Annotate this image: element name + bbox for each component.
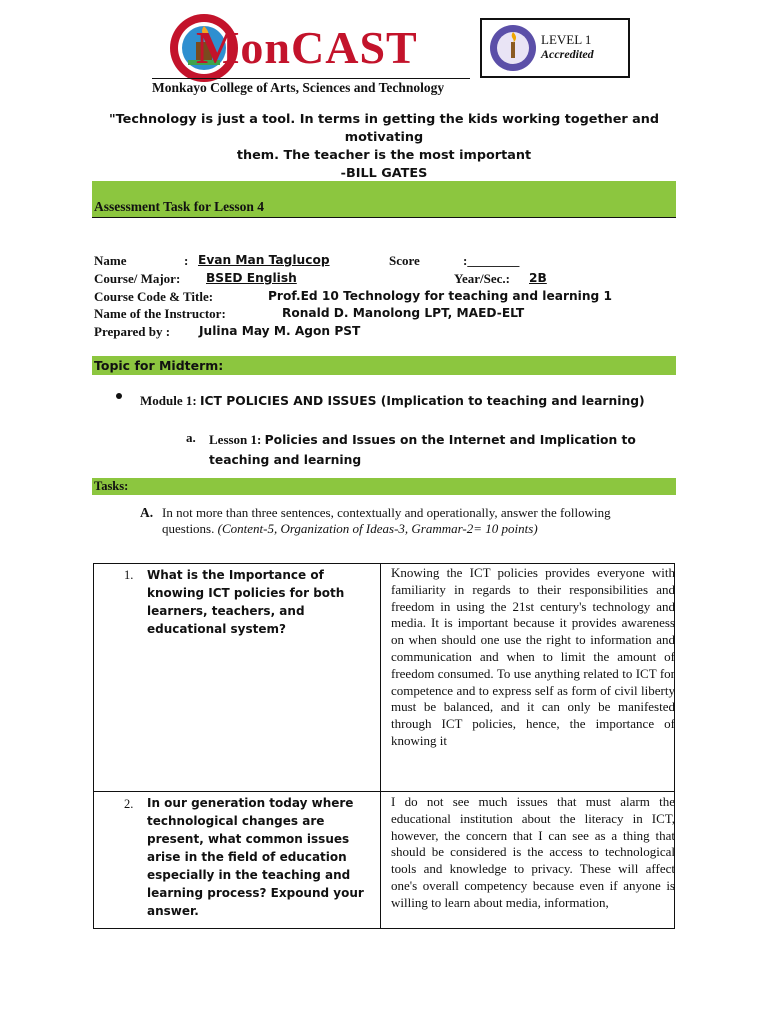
- quote-line-1: "Technology is just a tool. In terms in getting the kids working together and motivating: [108, 112, 660, 145]
- quote-line-2: them. The teacher is the most important: [236, 148, 532, 163]
- course-value: BSED English: [206, 271, 297, 285]
- score-label: Score: [389, 253, 420, 268]
- instruction-body: In not more than three sentences, contextually and operationally, answer the following questions.: [162, 505, 611, 536]
- instructor-value: Ronald D. Manolong LPT, MAED-ELT: [282, 306, 525, 320]
- bullet-icon: [116, 393, 122, 399]
- brand-name: MonCAST: [196, 22, 418, 73]
- question-1-text: What is the Importance of knowing ICT policies for both learners, teachers, and educational system?: [147, 568, 345, 636]
- course-code-label: Course Code & Title:: [94, 289, 214, 304]
- accreditation-text: [541, 32, 594, 62]
- answer-2-text: I do not see much issues that must alarm the educational institution about the literacy in ICT, however, the concern that I can see as a thing that should be considered is the access to technological tools and knowledge to privacy. These will affect one's overall competency because even if anyone is willing to learn about media, information,: [391, 794, 675, 910]
- instruction-letter: A.: [140, 505, 154, 520]
- answer-1-text: Knowing the ICT policies provides everyone with familiarity in regards to their responsibilities and freedom in using the 21st century's technology and media. It is important because it provides awareness on when should one use the right to information and communication and when to limit the amount of freedom consumed. To use anything related to ICT for competence and to express self as form of civil liberty must be balanced, and it can only be manifested through ICT policies, hence, the importance of knowing it: [391, 565, 675, 748]
- table-column-divider: [380, 563, 381, 929]
- score-value: :________: [463, 253, 520, 268]
- table-row-divider: [93, 791, 675, 792]
- lesson-title: Policies and Issues on the Internet and Implication to teaching and learning: [209, 433, 636, 467]
- tasks-title: Tasks:: [94, 479, 129, 493]
- accredited-label: Accredited: [541, 47, 594, 61]
- accreditation-seal-icon: [489, 24, 537, 72]
- lesson-letter: a.: [186, 430, 196, 445]
- quote-author: -BILL GATES: [340, 166, 428, 181]
- course-code-value: Prof.Ed 10 Technology for teaching and learning 1: [268, 289, 612, 303]
- lesson-line: [209, 430, 679, 470]
- topic-title: Topic for Midterm:: [94, 358, 224, 373]
- course-label: Course/ Major:: [94, 271, 181, 286]
- name-label: Name: [94, 253, 127, 268]
- year-label: Year/Sec.:: [454, 271, 510, 286]
- instruction-rubric: (Content-5, Organization of Ideas-3, Grammar-2= 10 points): [217, 521, 538, 536]
- lesson-label: Lesson 1:: [209, 432, 262, 447]
- question-2-text: In our generation today where technological changes are present, what common issues arise in the field of education especially in the teaching and learning process? Expound your answer.: [147, 796, 364, 918]
- year-value: 2B: [529, 271, 547, 285]
- module-label: Module 1:: [140, 393, 197, 408]
- instructor-label: Name of the Instructor:: [94, 306, 226, 321]
- question-1-number: 1.: [124, 568, 134, 582]
- instruction-text: [162, 505, 662, 537]
- name-value: Evan Man Taglucop: [198, 253, 330, 267]
- prepared-value: Julina May M. Agon PST: [199, 324, 361, 338]
- question-2-number: 2.: [124, 797, 134, 811]
- tasks-header-bar: [92, 478, 676, 495]
- level-label: LEVEL 1: [541, 32, 592, 47]
- college-name: Monkayo College of Arts, Sciences and Technology: [152, 78, 470, 96]
- quote-block: [80, 111, 688, 183]
- name-separator: :: [184, 253, 189, 268]
- assessment-title: Assessment Task for Lesson 4: [94, 199, 265, 214]
- module-line: [140, 392, 645, 410]
- prepared-label: Prepared by :: [94, 324, 171, 339]
- module-title: ICT POLICIES AND ISSUES (Implication to teaching and learning): [199, 394, 645, 408]
